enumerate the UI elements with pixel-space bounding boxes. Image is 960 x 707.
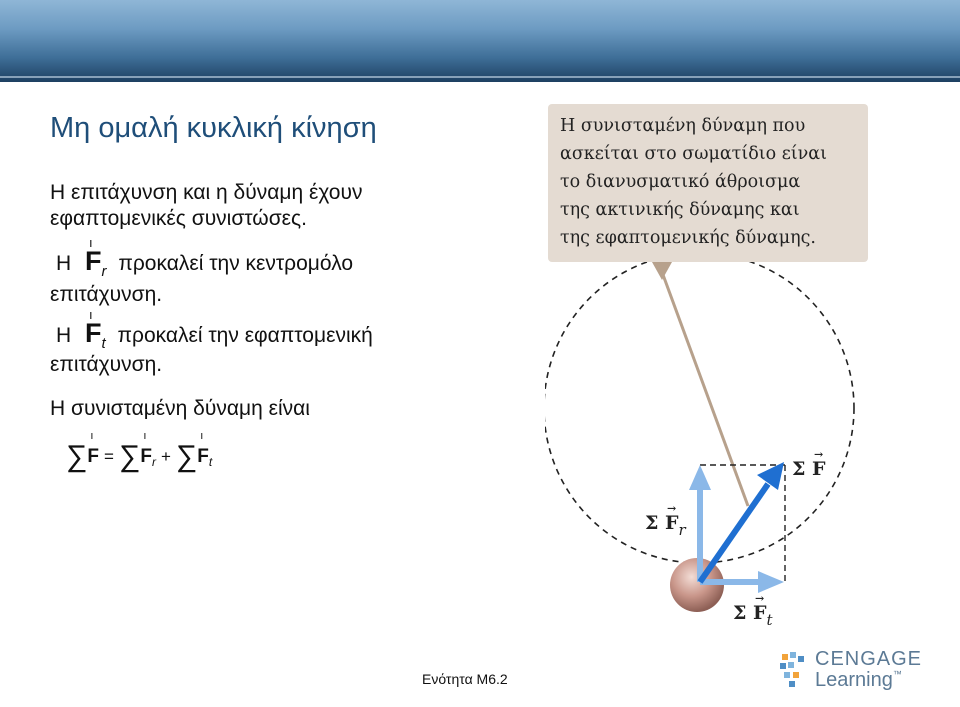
paragraph-resultant: Η συνισταμένη δύναμη είναι: [50, 397, 310, 420]
figure-caption: [548, 104, 868, 262]
label-sum-Fr: → Σ $F_r$: [645, 502, 686, 539]
equals-sign: =: [104, 447, 114, 466]
arrow-over: →: [814, 448, 824, 461]
caption-line: της εφαπτομενικής δύναμης.: [560, 228, 816, 248]
paragraph-prefix: Η: [56, 324, 72, 347]
paragraph-line: επιτάχυνση.: [50, 353, 163, 376]
caption-line: το διανυσματικό άθροισμα: [560, 172, 801, 192]
equation: [66, 430, 213, 473]
sigma-symbol: ∑: [175, 440, 198, 473]
label-sum-Ft: → Σ $F_t$: [733, 592, 773, 629]
paragraph-line: εφαπτομενικές συνιστώσες.: [50, 207, 307, 230]
logo-icon: [778, 650, 812, 690]
header-divider: [0, 76, 960, 78]
radial-force-head: [689, 465, 711, 490]
vector-F: ı F: [87, 430, 99, 467]
caption-pointer-head: [652, 262, 672, 280]
label-sum-F: → Σ F: [792, 448, 826, 480]
vector-F-r: ı $F_r$: [85, 235, 107, 280]
paragraph-prefix: Η: [56, 252, 72, 275]
vector-F-t: ı $F_t$: [85, 307, 106, 352]
caption-pointer: [662, 272, 748, 506]
paragraph-components: [50, 180, 362, 232]
resultant-force-head: [757, 462, 784, 490]
header-bar: [0, 0, 960, 82]
caption-line: ασκείται στο σωματίδιο είναι: [560, 144, 827, 164]
paragraph-line: επιτάχυνση.: [50, 283, 163, 306]
paragraph-radial: [56, 235, 354, 280]
arrow-over: →: [667, 502, 677, 515]
vector-F-r: ı Fr: [140, 430, 156, 469]
vector-F-t: ı Ft: [197, 430, 213, 469]
cengage-logo: [778, 648, 928, 694]
paragraph-text: προκαλεί την κεντρομόλο: [118, 252, 354, 275]
slide-title: Μη ομαλή κυκλική κίνηση: [50, 112, 377, 144]
tangential-force-head: [758, 571, 784, 593]
arrow-over: →: [755, 592, 765, 605]
paragraph-line: Η επιτάχυνση και η δύναμη έχουν: [50, 181, 363, 204]
resultant-force-shaft: [700, 484, 768, 582]
caption-line: Η συνισταμένη δύναμη που: [560, 116, 806, 136]
logo-text-cengage: CENGAGE: [815, 648, 923, 670]
sigma-symbol: ∑: [118, 440, 141, 473]
plus-sign: +: [160, 447, 171, 466]
paragraph-text: προκαλεί την εφαπτομενική: [117, 324, 373, 347]
paragraph-tangential: [56, 307, 373, 352]
sigma-symbol: ∑: [66, 440, 88, 473]
logo-text-learning: Learning™: [815, 669, 902, 691]
footer-section-label: Ενότητα Μ6.2: [422, 671, 508, 687]
caption-line: της ακτινικής δύναμης και: [560, 200, 800, 220]
